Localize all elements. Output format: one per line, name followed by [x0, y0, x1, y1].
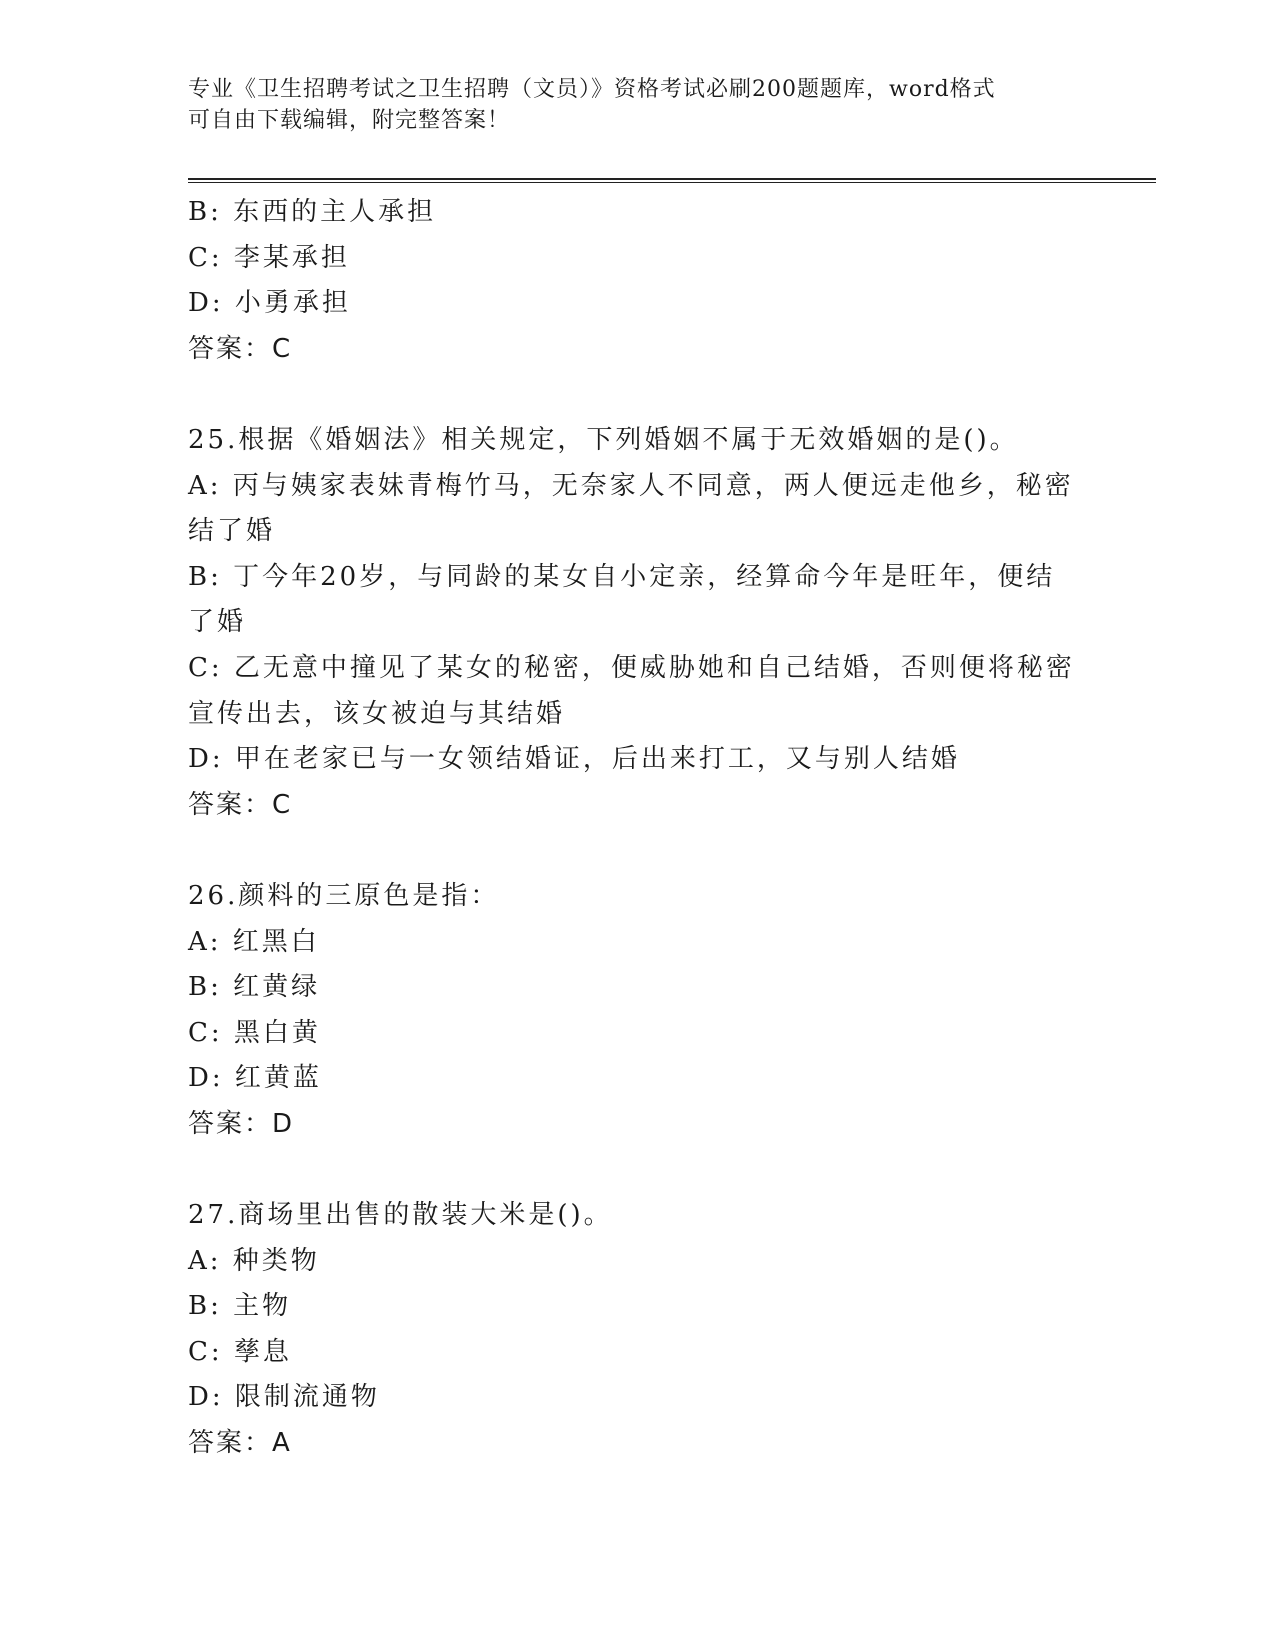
prev-question-block — [188, 190, 1088, 372]
question-27 — [188, 1193, 1088, 1467]
option-line: A: 红黑白 — [188, 926, 320, 957]
question-25 — [188, 418, 1088, 828]
option-line: B: 主物 — [188, 1291, 292, 1322]
question-26 — [188, 874, 1088, 1148]
spacer — [188, 828, 1088, 874]
option-line: D: 甲在老家已与一女领结婚证，后出来打工，又与别人结婚 — [188, 744, 960, 775]
answer: 答案：D — [188, 1108, 295, 1139]
option-line: C: 黑白黄 — [188, 1017, 321, 1048]
option-line: C: 孳息 — [188, 1336, 292, 1367]
answer: 答案：C — [188, 333, 293, 364]
answer: 答案：C — [188, 789, 293, 820]
answer: 答案：A — [188, 1428, 292, 1459]
spacer — [188, 1147, 1088, 1193]
option-line: B: 丁今年20岁，与同龄的某女自小定亲，经算命今年是旺年，便结 — [188, 561, 1056, 592]
option-line: A: 丙与姨家表妹青梅竹马，无奈家人不同意，两人便远走他乡，秘密 — [188, 470, 1074, 501]
question-stem: 25.根据《婚姻法》相关规定，下列婚姻不属于无效婚姻的是()。 — [188, 424, 1019, 455]
question-stem: 26.颜料的三原色是指： — [188, 880, 500, 911]
option-line: 结了婚 — [188, 516, 276, 547]
option-line: B: 红黄绿 — [188, 972, 321, 1003]
option-c: C: 李某承担 — [188, 242, 350, 273]
header-line-2: 可自由下载编辑，附完整答案！ — [188, 108, 511, 133]
option-line: 了婚 — [188, 607, 247, 638]
option-line: D: 红黄蓝 — [188, 1063, 322, 1094]
option-line: A: 种类物 — [188, 1245, 320, 1276]
header-line-1: 专业《卫生招聘考试之卫生招聘（文员）》资格考试必刷200题题库，word格式 — [188, 77, 996, 102]
option-d: D: 小勇承担 — [188, 288, 351, 319]
question-stem: 27.商场里出售的散装大米是()。 — [188, 1200, 613, 1231]
spacer — [188, 372, 1088, 418]
option-line: C: 乙无意中撞见了某女的秘密，便威胁她和自己结婚，否则便将秘密 — [188, 652, 1075, 683]
option-b: B: 东西的主人承担 — [188, 197, 437, 227]
option-line: D: 限制流通物 — [188, 1382, 380, 1413]
option-line: 宣传出去，该女被迫与其结婚 — [188, 698, 566, 729]
document-header — [188, 74, 1088, 136]
header-divider — [188, 178, 1156, 183]
question-list — [188, 190, 1088, 1467]
